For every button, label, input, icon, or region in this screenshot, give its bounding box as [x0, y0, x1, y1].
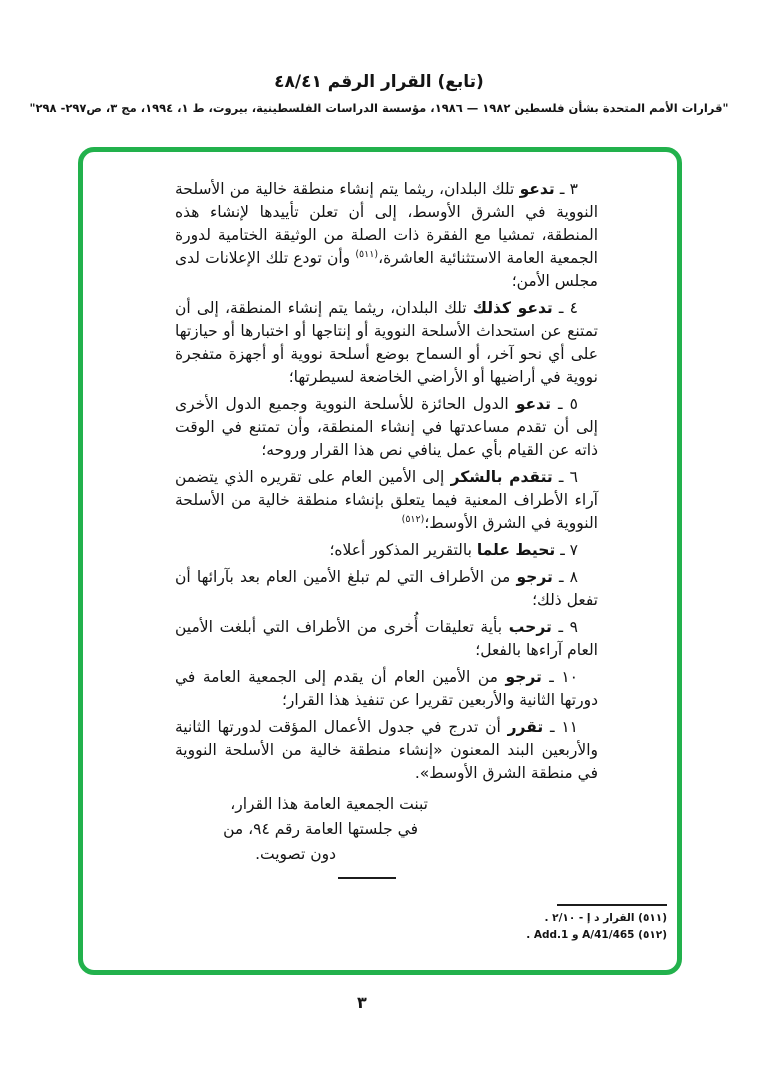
- paragraph-keyword: ترجو: [505, 668, 542, 686]
- paragraph-text: تلك البلدان، ريثما يتم إنشاء منطقة خالية من الأسلحة النووية في الشرق الأوسط، إلى أن تعلن تأييدها لإنشاء هذه المنطقة، تمشيا مع الفقرة ذات الصلة من الوثيقة الختامية لدورة الجمعية العامة الاستثنائية العاشرة،: [175, 180, 598, 267]
- page-number: ٣: [357, 993, 367, 1012]
- footnote-ref-512: (٥١٢): [401, 513, 425, 525]
- paragraph-dash: ـ: [550, 395, 570, 413]
- resolution-paragraph-5: [175, 393, 598, 462]
- resolution-paragraph-4: [175, 297, 598, 389]
- paragraph-number: ٨: [569, 568, 578, 586]
- paragraph-keyword: تقرر: [507, 718, 544, 736]
- paragraph-dash: ـ: [554, 180, 570, 198]
- footnote-511: [526, 911, 667, 926]
- adoption-statement: [175, 792, 598, 879]
- paragraph-number: ٦: [569, 468, 578, 486]
- source-citation: "قرارات الأمم المتحدة بشأن فلسطين ١٩٨٢ — ١٩٨٦، مؤسسة الدراسات الفلسطينية، بيروت، ط ١، ١٩٩٤، مج ٣، ص٢٩٧- ٢٩٨": [29, 101, 729, 115]
- resolution-paragraph-7: [175, 539, 598, 562]
- paragraph-number: ٣: [569, 180, 578, 198]
- resolution-title: (تابع) القرار الرقم ٤٨/٤١: [274, 72, 484, 92]
- resolution-paragraph-3: [175, 178, 598, 293]
- paragraph-text: من الأطراف التي لم تبلغ الأمين العام بعد بآرائها أن تفعل ذلك؛: [175, 568, 598, 609]
- closing-divider-rule: [338, 877, 396, 879]
- resolution-paragraph-8: [175, 566, 598, 612]
- paragraph-number: ٩: [569, 618, 578, 636]
- paragraph-dash: ـ: [543, 718, 562, 736]
- paragraph-text: وأن تودع تلك الإعلانات لدى مجلس الأمن؛: [175, 249, 598, 290]
- paragraph-number: ٧: [569, 541, 578, 559]
- paragraph-keyword: تتقدم بالشكر: [450, 468, 553, 486]
- resolution-text-column: [175, 178, 598, 879]
- footnote-text: A/41/465 و Add.1 .: [526, 929, 635, 941]
- paragraph-keyword: ترجو: [516, 568, 553, 586]
- paragraph-text: من الأمين العام أن يقدم إلى الجمعية العامة في دورتها الثانية والأربعين تقريرا عن تنفيذ هذا القرار؛: [175, 668, 598, 709]
- footnote-512: [526, 928, 667, 943]
- paragraph-text: الدول الحائزة للأسلحة النووية وجميع الدول الأخرى إلى أن تقدم مساعدتها في إنشاء المنطقة، وأن تمتنع في الوقت ذاته عن القيام بأي عمل ينافي نص هذا القرار وروحه؛: [175, 395, 598, 459]
- paragraph-dash: ـ: [541, 668, 562, 686]
- paragraph-text: تلك البلدان، ريثما يتم إنشاء المنطقة، إلى أن تمتنع عن استحداث الأسلحة النووية أو إنتاجها أو اختبارها أو حيازتها على أي نحو آخر، أو السماح بوضع أسلحة نووية أو أجهزة متفجرة نووية في أراضيها أو الأراضي الخاضعة لسيطرتها؛: [175, 299, 598, 386]
- paragraph-keyword: تدعو: [515, 395, 551, 413]
- paragraph-text: إلى الأمين العام على تقريره الذي يتضمن آراء الأطراف المعنية فيما يتعلق بإنشاء منطقة خالية من الأسلحة النووية في الشرق الأوسط؛: [175, 468, 598, 532]
- paragraph-dash: ـ: [555, 541, 570, 559]
- paragraph-number: ١١: [561, 718, 578, 736]
- paragraph-keyword: تحيط علما: [476, 541, 556, 559]
- footnotes-block: [526, 904, 667, 945]
- paragraph-text: بأية تعليقات أُخرى من الأطراف التي أبلغت الأمين العام آراءها بالفعل؛: [175, 618, 598, 659]
- resolution-paragraph-10: [175, 666, 598, 712]
- paragraph-text: بالتقرير المذكور أعلاه؛: [329, 541, 477, 559]
- paragraph-dash: ـ: [552, 468, 570, 486]
- footnote-divider-rule: [557, 904, 667, 906]
- paragraph-keyword: تدعو كذلك: [472, 299, 553, 317]
- resolution-paragraph-11: [175, 716, 598, 785]
- footnote-ref-511: (٥١١): [355, 248, 379, 260]
- footnote-label: (٥١١): [638, 912, 667, 924]
- paragraph-dash: ـ: [552, 568, 570, 586]
- paragraph-number: ١٠: [561, 668, 578, 686]
- resolution-paragraph-9: [175, 616, 598, 662]
- paragraph-number: ٤: [569, 299, 578, 317]
- adoption-line: تبنت الجمعية العامة هذا القرار،: [230, 795, 428, 813]
- paragraph-dash: ـ: [552, 299, 570, 317]
- footnote-label: (٥١٢): [638, 929, 667, 941]
- paragraph-text: أن تدرج في جدول الأعمال المؤقت لدورتها الثانية والأربعين البند المعنون «إنشاء منطقة خالية من الأسلحة النووية في منطقة الشرق الأوسط».: [175, 718, 598, 782]
- paragraph-number: ٥: [569, 395, 578, 413]
- paragraph-dash: ـ: [551, 618, 570, 636]
- paragraph-keyword: تدعو: [519, 180, 555, 198]
- adoption-line: في جلستها العامة رقم ٩٤، من: [223, 820, 418, 838]
- resolution-paragraph-6: [175, 466, 598, 535]
- paragraph-keyword: ترحب: [508, 618, 552, 636]
- green-border-frame: [78, 147, 682, 975]
- footnote-text: القرار د إ - ٢/١٠ .: [544, 912, 635, 924]
- adoption-line: دون تصويت.: [255, 845, 336, 863]
